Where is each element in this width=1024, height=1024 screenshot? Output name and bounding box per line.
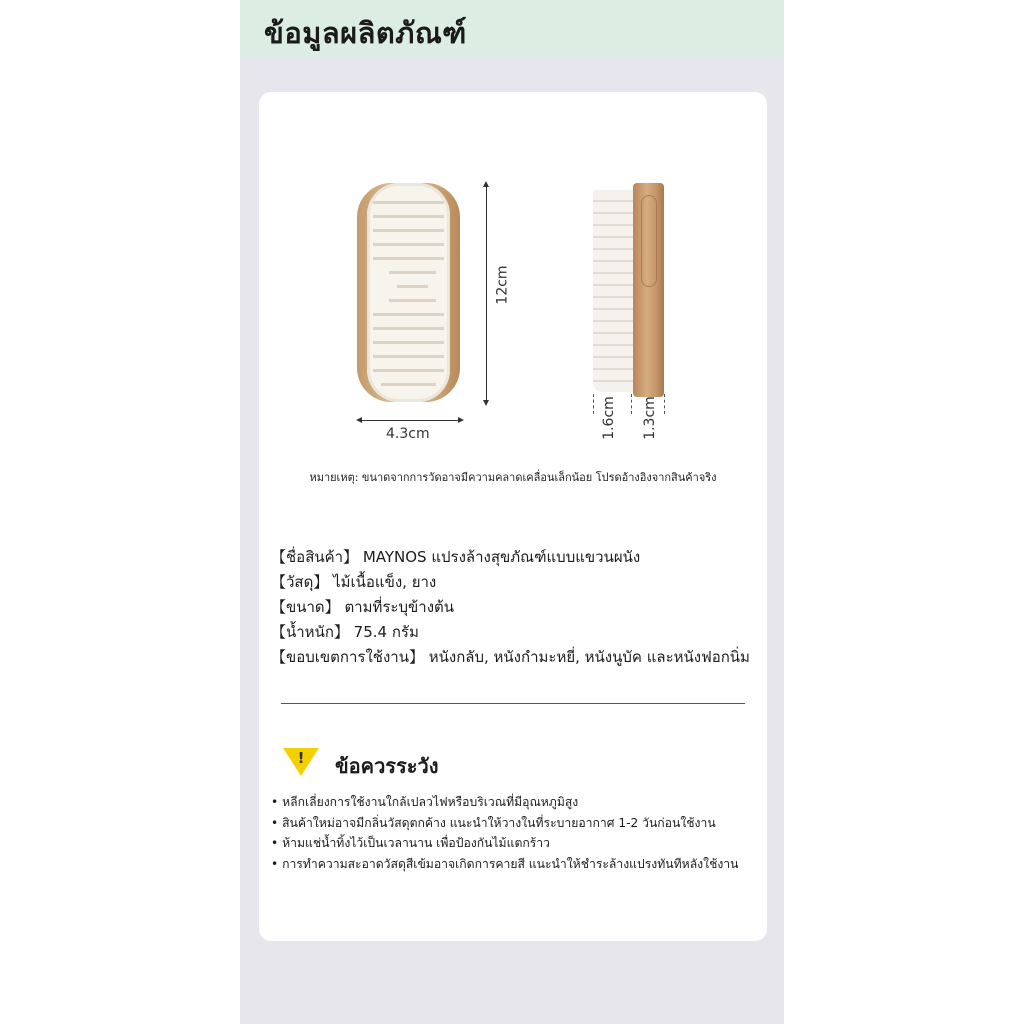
width-dimension-line: [358, 420, 460, 421]
arrow-left-icon: [356, 417, 362, 423]
brush-side-bristles-image: [593, 190, 633, 392]
bristle-dimension-tick: [631, 394, 632, 414]
caution-item: • หลีกเลี่ยงการใช้งานใกล้เปลวไฟหรือบริเวณที่มีอุณหภูมิสูง: [271, 792, 765, 813]
exclamation-icon: !: [297, 749, 305, 767]
bristle-height-label: 1.6cm: [600, 396, 617, 440]
brush-top-view-image: [357, 183, 460, 402]
brush-rubber-pad: [367, 183, 450, 402]
arrow-right-icon: [458, 417, 464, 423]
brush-side-wood-image: [633, 183, 664, 397]
spec-name: 【ชื่อสินค้า】 MAYNOS แปรงล้างสุขภัณฑ์แบบแขวนผนัง: [271, 548, 641, 566]
page-title: ข้อมูลผลิตภัณฑ์: [264, 16, 467, 50]
caution-list: [271, 792, 765, 874]
wood-dimension-tick: [664, 394, 665, 414]
arrow-up-icon: [483, 181, 489, 187]
product-specs: [271, 545, 761, 670]
width-label: 4.3cm: [386, 426, 430, 442]
bristle-dimension-tick: [593, 394, 594, 414]
length-label: 12cm: [494, 265, 511, 305]
header-bar: [240, 0, 784, 58]
warning-title: ข้อควรระวัง: [335, 754, 439, 778]
spec-usage: 【ขอบเขตการใช้งาน】 หนังกลับ, หนังกำมะหยี่, หนังนูบัค และหนังฟอกนิ่ม: [271, 648, 750, 666]
section-divider: [281, 703, 745, 704]
caution-item: • การทำความสะอาดวัสดุสีเข้มอาจเกิดการคายสี แนะนำให้ชำระล้างแปรงทันทีหลังใช้งาน: [271, 854, 765, 875]
length-dimension-line: [486, 184, 487, 403]
measurement-note: หมายเหตุ: ขนาดจากการวัดอาจมีความคลาดเคลื่อนเล็กน้อย โปรดอ้างอิงจากสินค้าจริง: [309, 471, 717, 484]
arrow-down-icon: [483, 400, 489, 406]
spec-material: 【วัสดุ】 ไม้เนื้อแข็ง, ยาง: [271, 573, 437, 591]
wood-height-label: 1.3cm: [641, 396, 658, 440]
caution-item: • ห้ามแช่น้ำทิ้งไว้เป็นเวลานาน เพื่อป้องกันไม้แตกร้าว: [271, 833, 765, 854]
product-info-panel: [240, 0, 784, 1024]
caution-item: • สินค้าใหม่อาจมีกลิ่นวัสดุตกค้าง แนะนำให้วางในที่ระบายอากาศ 1-2 วันก่อนใช้งาน: [271, 813, 765, 834]
spec-weight: 【น้ำหนัก】 75.4 กรัม: [271, 623, 419, 641]
info-card: [259, 92, 767, 941]
spec-size: 【ขนาด】 ตามที่ระบุข้างต้น: [271, 598, 455, 616]
